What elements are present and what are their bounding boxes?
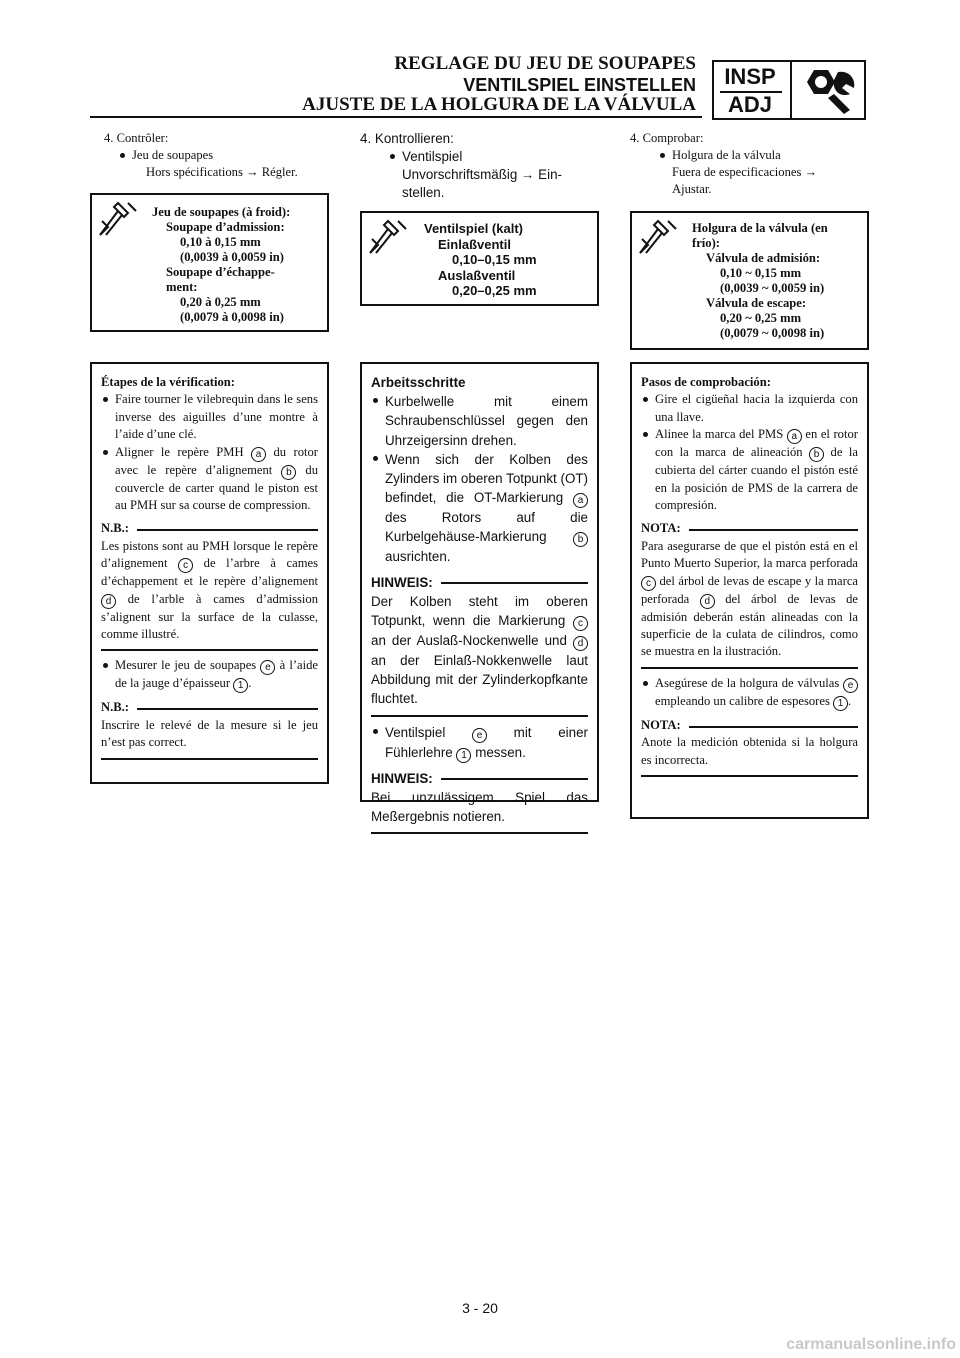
es-step <box>630 130 868 198</box>
es-note-1-end-rule <box>641 667 858 669</box>
fr-procedure-box <box>90 362 329 784</box>
title-de: VENTILSPIEL EINSTELLEN <box>463 75 696 95</box>
fr-spec-exhaust-in: (0,0079 à 0,0098 in) <box>180 310 284 324</box>
de-spec-exhaust-mm: 0,20–0,25 mm <box>452 283 537 298</box>
de-spec-box <box>360 211 599 306</box>
fr-spec-intake-in: (0,0039 à 0,0059 in) <box>180 250 284 264</box>
fr-proc-title: Étapes de la vérification: <box>101 375 235 389</box>
fr-step-item: Jeu de soupapes <box>118 147 328 164</box>
es-spec-box <box>630 211 869 350</box>
es-spec-exhaust: Válvula de escape: <box>706 296 807 310</box>
de-step-num: 4. <box>360 131 372 146</box>
fr-spec-title: Jeu de soupapes (à froid): <box>152 205 291 219</box>
es-bullet-1: Gire el cigüeñal hacia la izquierda con una llave. <box>641 391 858 426</box>
wrench-nut-icon <box>798 66 860 116</box>
es-step-num: 4. <box>630 131 640 145</box>
es-spec-title: Holgura de la válvula (en <box>692 221 828 235</box>
badge-top: INSP <box>724 64 776 89</box>
de-spec-exhaust: Auslaßventil <box>438 267 516 283</box>
de-spec-title: Ventilspiel (kalt) <box>424 221 523 236</box>
de-step <box>360 130 598 202</box>
watermark: carmanualsonline.info <box>786 1336 956 1353</box>
de-bullet-3: Ventilspiel e mit einer Fühlerlehre 1 messen. <box>371 723 588 763</box>
de-spec-intake-mm: 0,10–0,15 mm <box>452 252 537 267</box>
fr-step-num: 4. <box>104 131 114 145</box>
es-spec-intake: Válvula de admisión: <box>706 251 821 265</box>
fr-spec-intake-mm: 0,10 à 0,15 mm <box>180 235 261 249</box>
spec-wrench-icon <box>636 217 690 257</box>
fr-note-2-label: N.B.: <box>101 699 318 716</box>
es-bullet-2: Alinee la marca del PMS a en el rotor con la marca de alineación b de la cubierta del cárter cuando el pistón esté en la posición de PMS de la carrera de compresión. <box>641 426 858 514</box>
es-bullet-3: Asegúrese de la holgura de válvulas e empleando un calibre de espesores 1 . <box>641 675 858 711</box>
badge-separator <box>790 62 792 118</box>
es-spec-intake-in: (0,0039 ~ 0,0059 in) <box>720 281 825 295</box>
de-note-1: Der Kolben steht im oberen Totpunkt, wenn die Markierung c an der Auslaß-Nockenwelle und d an der Einlaß-Nokkenwelle laut Abbildung mit der Zylinderkopfkante fluchtet. <box>371 593 588 707</box>
es-proc-title: Pasos de comprobación: <box>641 375 771 389</box>
spec-wrench-icon <box>96 199 150 239</box>
fr-note-1: Les pistons sont au PMH lorsque le repère d’alignement c de l’arbre à cames d’échappement et le repère d’alignement d de l’arble à cames d’admission s’alignent sur la surface de la culasse, comme illustré. <box>101 538 318 642</box>
fr-spec-intake: Soupape d’admission: <box>166 220 285 234</box>
de-note-2-label: HINWEIS: <box>371 769 588 788</box>
fr-step-text: Contrôler: <box>116 131 169 145</box>
de-spec-intake: Einlaßventil <box>438 236 511 252</box>
de-note-1-end-rule <box>371 715 588 717</box>
de-note-2-end-rule <box>371 832 588 834</box>
fr-spec-exhaust-2: ment: <box>166 280 198 294</box>
es-spec-title-2: frío): <box>692 236 720 250</box>
de-note-2: Bei unzulässigem Spiel das Meßergebnis notieren. <box>371 789 588 825</box>
spec-wrench-icon <box>366 217 420 257</box>
header-rule <box>90 116 702 118</box>
es-out-of-spec-2: Ajustar. <box>672 182 712 196</box>
de-out-of-spec: Unvorschriftsmäßig → Ein- <box>402 167 562 182</box>
fr-bullet-3: Mesurer le jeu de soupapes e à l’aide de la jauge d’épaisseur 1 . <box>101 657 318 693</box>
fr-bullet-1: Faire tourner le vilebrequin dans le sens inverse des aiguilles d’une montre à l’aide d’une clé. <box>101 391 318 443</box>
fr-step <box>90 130 328 181</box>
es-note-1: Para asegurarse de que el pistón está en el Punto Muerto Superior, la marca perforada c del árbol de levas de escape y la marca perforada d del árbol de levas de admisión deberán están alineadas con la superficie de la culata de cilindros, como se muestra en la ilustración. <box>641 538 858 659</box>
de-proc-title: Arbeitsschritte <box>371 375 466 390</box>
fr-note-2-end-rule <box>101 758 318 760</box>
badge-bottom: ADJ <box>727 92 772 117</box>
de-out-of-spec-2: stellen. <box>402 185 445 200</box>
fr-spec-exhaust-mm: 0,20 à 0,25 mm <box>180 295 261 309</box>
fr-out-of-spec: Hors spécifications → Régler. <box>146 165 298 179</box>
es-procedure-box <box>630 362 869 819</box>
title-es: AJUSTE DE LA HOLGURA DE LA VÁLVULA <box>302 94 696 115</box>
de-bullet-1: Kurbelwelle mit einem Schraubenschlüssel gegen den Uhrzeigersinn drehen. <box>371 392 588 450</box>
es-step-item: Holgura de la válvula <box>658 147 868 164</box>
title-fr: REGLAGE DU JEU DE SOUPAPES <box>394 53 696 74</box>
fr-note-1-end-rule <box>101 649 318 651</box>
es-note-2: Anote la medición obtenida si la holgura es incorrecta. <box>641 735 858 767</box>
page-number: 3 - 20 <box>462 1300 498 1316</box>
de-procedure-box <box>360 362 599 825</box>
fr-spec-box <box>90 193 329 332</box>
section-badge <box>712 60 866 120</box>
de-bullet-2: Wenn sich der Kolben des Zylinders im oberen Totpunkt (OT) befindet, die OT-Markierung a des Rotors auf die Kurbelgehäuse-Markierung b ausrichten. <box>371 450 588 567</box>
fr-note-2: Inscrire le relevé de la mesure si le jeu n’est pas correct. <box>101 717 318 750</box>
es-spec-intake-mm: 0,10 ~ 0,15 mm <box>720 266 802 280</box>
de-step-text: Kontrollieren: <box>374 131 454 146</box>
es-step-text: Comprobar: <box>642 131 704 145</box>
fr-bullet-2: Aligner le repère PMH a du rotor avec le repère d’alignement b du couvercle de carter quand le piston est au PMH sur sa course de compression. <box>101 444 318 515</box>
fr-spec-exhaust-1: Soupape d’échappe- <box>166 265 275 279</box>
es-spec-exhaust-mm: 0,20 ~ 0,25 mm <box>720 311 802 325</box>
es-note-1-label: NOTA: <box>641 520 858 537</box>
es-note-2-end-rule <box>641 775 858 777</box>
es-spec-exhaust-in: (0,0079 ~ 0,0098 in) <box>720 326 825 340</box>
fr-note-1-label: N.B.: <box>101 520 318 537</box>
de-note-1-label: HINWEIS: <box>371 573 588 592</box>
es-note-2-label: NOTA: <box>641 717 858 734</box>
es-out-of-spec: Fuera de especificaciones → <box>672 165 818 179</box>
de-step-item: Ventilspiel <box>388 148 598 166</box>
